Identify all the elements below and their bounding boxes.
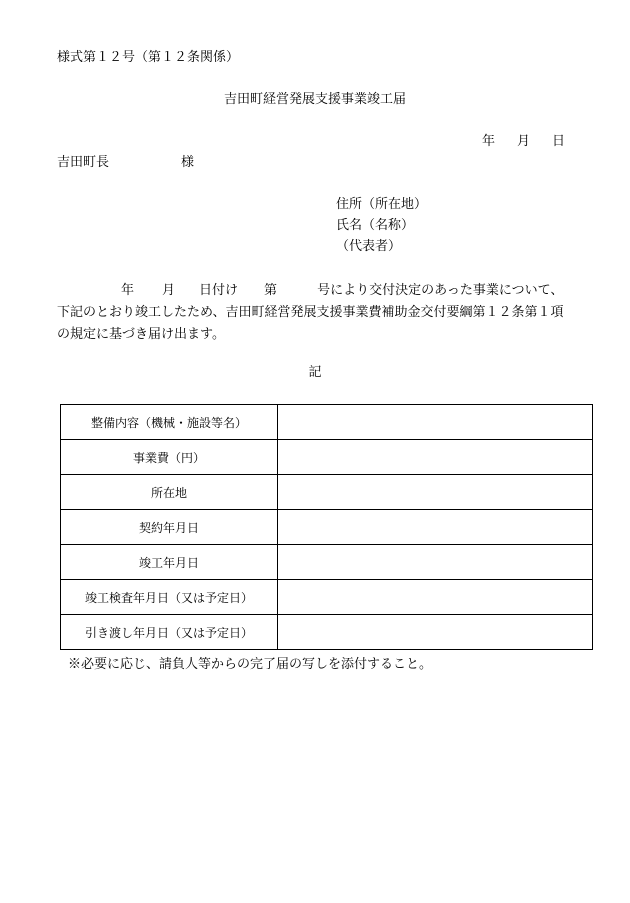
body-line-1	[57, 280, 587, 302]
body-month: 月	[162, 283, 176, 298]
date-year-label: 年	[482, 134, 496, 149]
applicant-address-label: 住所（所在地）	[336, 197, 428, 212]
date-month-label: 月	[517, 134, 531, 149]
body-dai: 第	[264, 283, 278, 298]
detail-table	[60, 404, 593, 650]
body-line-1-rest: 号により交付決定のあった事業について、	[317, 283, 564, 298]
row-label: 竣工年月日	[61, 545, 278, 580]
form-number: 様式第１２号（第１２条関係）	[57, 50, 240, 65]
date-day-label: 日	[552, 134, 566, 149]
addressee-honorific: 様	[181, 155, 195, 170]
submission-date	[482, 133, 565, 151]
addressee-name: 吉田町長	[57, 155, 110, 170]
row-value-field[interactable]	[278, 615, 593, 650]
row-label: 所在地	[61, 475, 278, 510]
table-row	[61, 475, 593, 510]
row-value-field[interactable]	[278, 510, 593, 545]
row-value-field[interactable]	[278, 580, 593, 615]
row-label: 整備内容（機械・施設等名）	[61, 405, 278, 440]
body-year: 年	[121, 283, 135, 298]
row-value-field[interactable]	[278, 475, 593, 510]
ki-heading: 記	[308, 365, 322, 380]
table-row	[61, 405, 593, 440]
addressee	[57, 154, 194, 172]
applicant-representative-label: （代表者）	[336, 239, 402, 254]
footnote: ※必要に応じ、請負人等からの完了届の写しを添付すること。	[68, 657, 433, 672]
table-row	[61, 440, 593, 475]
table-row	[61, 510, 593, 545]
row-value-field[interactable]	[278, 440, 593, 475]
row-label: 引き渡し年月日（又は予定日）	[61, 615, 278, 650]
body-paragraph	[57, 280, 587, 346]
body-line-2: 下記のとおり竣工したため、吉田町経営発展支援事業費補助金交付要綱第１２条第１項	[57, 305, 564, 320]
row-label: 契約年月日	[61, 510, 278, 545]
table-row	[61, 580, 593, 615]
applicant-name-label: 氏名（名称）	[336, 218, 415, 233]
document-title: 吉田町経営発展支援事業竣工届	[223, 92, 406, 107]
body-dated: 日付け	[199, 283, 239, 298]
row-label: 竣工検査年月日（又は予定日）	[61, 580, 278, 615]
table-row	[61, 545, 593, 580]
row-value-field[interactable]	[278, 545, 593, 580]
table-row	[61, 615, 593, 650]
row-label: 事業費（円）	[61, 440, 278, 475]
body-line-3: の規定に基づき届け出ます。	[57, 327, 225, 342]
row-value-field[interactable]	[278, 405, 593, 440]
